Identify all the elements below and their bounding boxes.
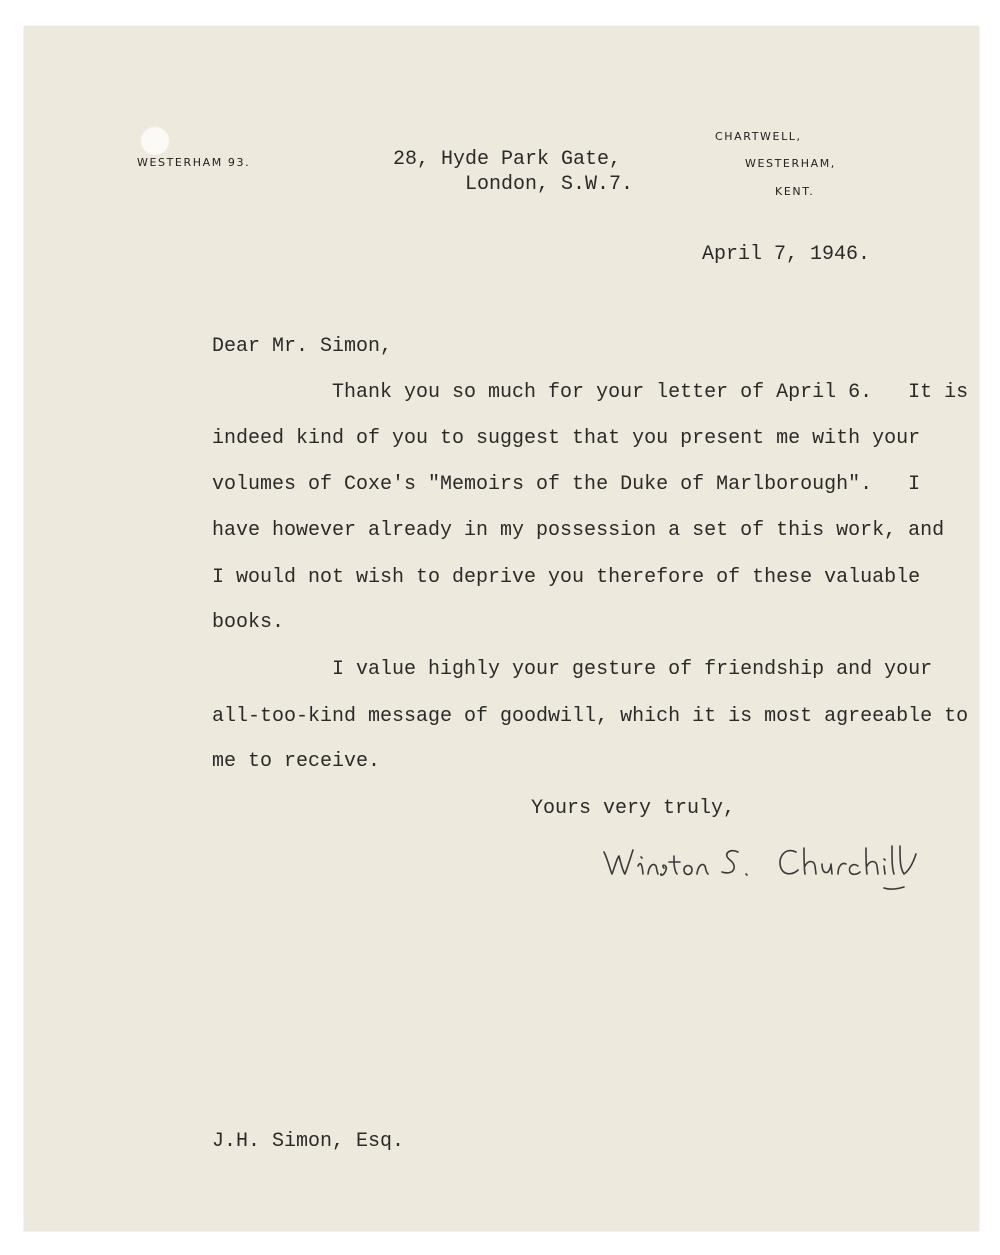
salutation: Dear Mr. Simon, xyxy=(212,335,393,358)
body-line: all-too-kind message of goodwill, which it is most agreeable to xyxy=(212,705,969,728)
body-line: I would not wish to deprive you therefore of these valuable xyxy=(212,566,921,589)
body-line: have however already in my possession a set of this work, and xyxy=(212,519,945,542)
body-line: volumes of Coxe's "Memoirs of the Duke of Marlborough". I xyxy=(212,473,921,496)
address-line-2: London, S.W.7. xyxy=(465,173,634,196)
signature xyxy=(598,830,928,905)
body-line: indeed kind of you to suggest that you present me with your xyxy=(212,427,921,450)
letterhead-chartwell-line-3: KENT. xyxy=(775,185,815,198)
letter-sheet xyxy=(24,26,979,1231)
body-line: I value highly your gesture of friendship and your xyxy=(212,658,933,681)
recipient: J.H. Simon, Esq. xyxy=(212,1130,405,1153)
letterhead-telephone: WESTERHAM 93. xyxy=(137,156,251,169)
punch-hole xyxy=(140,126,170,156)
body-line: me to receive. xyxy=(212,750,381,773)
letterhead-chartwell-line-2: WESTERHAM, xyxy=(745,157,836,170)
closing: Yours very truly, xyxy=(531,797,736,820)
address-line-1: 28, Hyde Park Gate, xyxy=(393,148,622,171)
letterhead-chartwell-line-1: CHARTWELL, xyxy=(715,130,802,143)
body-line: Thank you so much for your letter of April 6. It is xyxy=(212,381,969,404)
body-line: books. xyxy=(212,611,285,634)
letter-date: April 7, 1946. xyxy=(702,243,871,266)
